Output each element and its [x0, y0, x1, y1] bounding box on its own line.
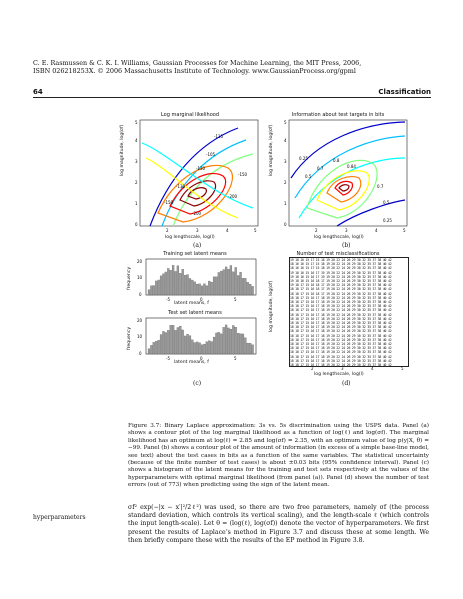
histogram-bar [179, 326, 181, 354]
panel-b-ytick: 0 [284, 222, 287, 227]
panel-a-xtick: 3 [196, 228, 199, 233]
contour-label-b-6: 0.7 [377, 184, 384, 189]
histogram-bar [247, 343, 249, 354]
contour-label-b-4: 0.8 [333, 158, 340, 163]
histogram-bar [158, 280, 160, 295]
histogram-bar [252, 286, 254, 295]
panel-c-xtick-bottom: -5 [166, 356, 170, 361]
histogram-bar [189, 336, 191, 354]
panel-b-title: Information about test targets in bits [291, 112, 385, 118]
panel-a-ytick: 5 [135, 120, 138, 125]
contour-label-b-8: 0.25 [383, 218, 392, 223]
histogram-bar [215, 333, 217, 354]
panel-c-xlabel-bottom: latent means, f [174, 360, 209, 365]
histogram-bar [218, 272, 220, 295]
panel-a-title: Log marginal likelihood [160, 112, 219, 118]
histogram-bar [206, 342, 208, 354]
contour-label-a-5: -200 [192, 211, 202, 216]
histogram-bar [230, 265, 232, 295]
histogram-bar [213, 277, 215, 295]
histogram-bar [170, 325, 172, 354]
panel-c-label: (c) [193, 380, 202, 387]
histogram-bar [208, 281, 210, 295]
histogram-bar [165, 272, 167, 295]
histogram-bar [237, 333, 239, 354]
histogram-bar [215, 277, 217, 295]
panel-b-ytick: 1 [284, 201, 287, 206]
histogram-bar [196, 342, 198, 354]
histogram-bar [252, 345, 254, 354]
histogram-bar [208, 341, 210, 354]
panel-b-xtick: 5 [403, 228, 406, 233]
histogram-bar [213, 337, 215, 354]
panel-c-xtick-bottom: 5 [234, 356, 237, 361]
histogram-bar [223, 270, 225, 295]
histogram-bar [172, 325, 174, 354]
histogram-bar [170, 270, 172, 295]
page-number: 64 [33, 88, 43, 96]
histogram-bar [160, 276, 162, 295]
histogram-bar [225, 267, 227, 295]
histogram-bar [199, 343, 201, 354]
contour-label-b-7: 0.5 [383, 200, 390, 205]
panel-b-label: (b) [342, 242, 351, 249]
panel-d-grid [289, 257, 409, 367]
panel-b-xtick: 4 [375, 228, 378, 233]
panel-c-ytick-top: 10 [137, 275, 143, 280]
histogram-bar [211, 282, 213, 295]
section-title: Classification [378, 88, 431, 96]
panel-c-ylabel-top: frequency [127, 266, 132, 290]
panel-c-xlabel-top: latent means, f [174, 301, 209, 306]
histogram-bar [249, 284, 251, 295]
panel-c-train-histogram [134, 257, 260, 307]
histogram-bar [228, 269, 230, 295]
histogram-bar [184, 275, 186, 295]
misclassification-grid: 19 18 16 15 17 15 18 19 20 22 24 26 29 30 32 35 37 38 40 42 18 16 16 15 17 15 18 19 20 22 24 26 29 30 32 35 37 38 40 42 18 16 16 15 17 15 18 19 20 22 24 26 29 30 32 35 37 38 40 42 19 18 16 15 16 17 19 19 20 22 24 26 29 30 32 35 37 38 40 42 19 18 16 15 16 17 19 19 20 22 24 26 29 30 32 35 37 38 40 42 19 18 16 15 16 18 17 19 20 22 24 26 29 30 32 35 37 38 40 42 19 18 17 15 16 18 17 19 20 22 24 26 29 30 32 35 37 38 40 42 18 18 17 15 16 18 17 19 20 22 24 26 29 30 32 35 37 38 40 42 18 18 17 15 16 18 17 19 20 22 24 26 29 30 32 35 37 38 40 42 18 18 17 15 16 17 18 19 20 22 24 26 29 30 32 35 37 38 40 42 18 18 17 15 16 17 18 19 20 22 24 26 29 30 32 35 37 38 40 42 18 18 17 15 16 17 18 19 20 22 24 26 29 30 32 35 37 38 40 42 18 18 17 15 16 17 18 19 20 22 24 26 29 30 32 35 37 38 40 42 18 18 17 15 16 17 18 19 20 22 24 26 29 30 32 35 37 38 40 42 18 18 17 15 16 17 18 19 20 22 24 26 29 30 32 35 37 38 40 42 18 18 17 15 16 17 18 19 20 22 24 26 29 30 32 35 37 38 40 42 18 18 17 15 16 17 18 19 20 22 24 26 29 30 32 35 37 38 40 42 18 18 17 15 16 17 18 19 20 22 24 26 29 30 32 35 37 38 40 42 18 18 17 15 16 17 18 19 20 22 24 26 29 30 32 35 37 38 40 42 18 18 17 15 16 17 18 19 20 22 24 26 29 30 32 35 37 38 40 42 18 18 17 15 16 17 18 19 20 22 24 26 29 30 32 35 37 38 40 42 18 18 17 15 16 17 18 19 20 22 24 26 29 30 32 35 37 38 40 42 18 18 17 15 16 17 18 19 20 22 24 26 29 30 32 35 37 38 40 42 18 18 17 15 16 17 18 19 20 22 24 26 29 30 32 35 37 38 40 42 18 18 17 15 16 17 18 19 20 22 24 26 29 30 32 35 37 38 40 42 18 18 17 15 16 17 18 19 20 22 24 26 29 30 32 35 37 38 40 42 [290, 258, 392, 367]
panel-a-ytick: 1 [135, 201, 138, 206]
histogram-bar [182, 269, 184, 295]
histogram-bar [218, 332, 220, 354]
contour-label-a-8: -150 [164, 200, 174, 205]
panel-a-xtick: 5 [254, 228, 257, 233]
histogram-bar [165, 332, 167, 354]
histogram-bar [249, 343, 251, 354]
histogram-bar [244, 278, 246, 295]
panel-a-contour-plot [128, 118, 266, 240]
panel-c-xtick-top: 0 [200, 297, 203, 302]
panel-a-xtick: 2 [166, 228, 169, 233]
histogram-bar [175, 330, 177, 354]
contour-label-b-2: 0.5 [305, 174, 312, 179]
histogram-bar [167, 330, 169, 354]
panel-a-ytick: 3 [135, 159, 138, 164]
contour-label-a-4: -150 [238, 172, 248, 177]
histogram-bar [206, 286, 208, 295]
histogram-bar [148, 349, 150, 354]
histogram-bar [162, 331, 164, 354]
histogram-bar [244, 338, 246, 354]
panel-c-ytick-top: 20 [137, 259, 143, 264]
contour-label-b-1: 0.25 [299, 156, 308, 161]
histogram-bar [201, 286, 203, 295]
histogram-bar [240, 272, 242, 295]
panel-d-label: (d) [342, 380, 351, 387]
panel-c-test-histogram [134, 316, 260, 366]
panel-a-xlabel: log lengthscale, log(l) [165, 235, 215, 240]
histogram-bar [194, 343, 196, 354]
body-paragraph: σf² exp(−|x − x′|²/2ℓ²) was used, so there are two free parameters, namely σf (the process standard deviation, which controls its vertical scaling), and the length-scale ℓ (which controls the input length-scale). Let θ = (log(ℓ), log(σf)) denote the vector of hyperparameters. We first present the results of Laplace’s method in Figure 3.7 and discuss these at some length. We then briefly compare these with the results of the EP method in Figure 3.8. [128, 504, 429, 544]
histogram-bar [232, 325, 234, 354]
panel-a-ytick: 0 [135, 222, 138, 227]
panel-d-xtick: 5 [401, 366, 404, 371]
histogram-bar [237, 275, 239, 295]
panel-d-xtick: 3 [341, 366, 344, 371]
panel-d-xtick: 4 [371, 366, 374, 371]
histogram-bar [235, 327, 237, 354]
histogram-bar [158, 340, 160, 354]
panel-a-ytick: 4 [135, 138, 138, 143]
panel-b-xtick: 2 [315, 228, 318, 233]
histogram-bar [223, 327, 225, 354]
panel-c-title-bottom: Test set latent means [168, 310, 222, 316]
histogram-bar [247, 282, 249, 295]
histogram-bar [189, 278, 191, 295]
panel-b-xlabel: log lengthscale, log(l) [314, 235, 364, 240]
histogram-bar [162, 274, 164, 295]
panel-b-ytick: 4 [284, 138, 287, 143]
panel-b-xtick: 3 [345, 228, 348, 233]
panel-a-label: (a) [193, 242, 202, 249]
histogram-bar [191, 340, 193, 354]
panel-b-ytick: 5 [284, 120, 287, 125]
histogram-bar [179, 273, 181, 295]
histogram-bar [235, 267, 237, 295]
contour-label-b-3: 0.7 [317, 166, 324, 171]
histogram-bar [187, 275, 189, 295]
histogram-bar [155, 281, 157, 295]
panel-c-ytick-top: 0 [139, 292, 142, 297]
header-copyright-line-2: ISBN 026218253X. © 2006 Massachusetts Institute of Technology. www.GaussianProcess.org/gpml [33, 67, 356, 75]
panel-b-ylabel: log magnitude, log(σf) [269, 124, 274, 176]
histogram-bar [153, 342, 155, 354]
histogram-bar [242, 278, 244, 295]
histogram-bar [211, 342, 213, 354]
contour-label-b-5: 0.84 [347, 164, 356, 169]
panel-c-xtick-bottom: 0 [200, 356, 203, 361]
histogram-bar [191, 280, 193, 295]
panel-c-ytick-bottom: 10 [137, 334, 143, 339]
histogram-bar [220, 271, 222, 295]
contour-label-a-7: -130 [176, 184, 186, 189]
histogram-bar [150, 286, 152, 295]
histogram-bar [230, 329, 232, 354]
panel-c-xtick-top: -5 [166, 297, 170, 302]
histogram-bar [153, 286, 155, 295]
histogram-bar [203, 284, 205, 295]
histogram-bar [203, 344, 205, 354]
histogram-bar [228, 328, 230, 354]
panel-c-title-top: Training set latent means [163, 251, 227, 257]
header-copyright-line-1: C. E. Rasmussen & C. K. I. Williams, Gaussian Processes for Machine Learning, the MIT Press, 2006, [33, 59, 362, 67]
histogram-bar [167, 268, 169, 295]
contour-label-a-2: -105 [206, 152, 216, 157]
panel-d-ylabel: log magnitude, log(σf) [269, 280, 274, 332]
panel-b-ytick: 2 [284, 180, 287, 185]
histogram-bar [232, 272, 234, 295]
panel-c-ylabel-bottom: frequency [127, 326, 132, 350]
histogram-bar [225, 325, 227, 354]
histogram-bar [240, 334, 242, 354]
panel-b-ytick: 3 [284, 159, 287, 164]
histogram-bar [175, 271, 177, 295]
panel-c-ytick-bottom: 0 [139, 351, 142, 356]
histogram-bar [187, 334, 189, 354]
histogram-bar [220, 334, 222, 354]
panel-d-xtick: 2 [311, 366, 314, 371]
histogram-bar [148, 290, 150, 295]
panel-d-xlabel: log lengthscale, log(l) [314, 372, 364, 377]
histogram-bar [177, 266, 179, 295]
panel-b-contour-plot [277, 118, 415, 240]
figure-caption: Figure 3.7: Binary Laplace approximation: 3s vs. 5s discrimination using the USPS data. Panel (a) shows a contour plot of the log marginal likelihood as a function of log(ℓ) and log(σf). The marginal likelihood has an optimum at log(ℓ) = 2.85 and log(σf) = 2.35, with an optimum value of log p(y|X, θ) = −99. Panel (b) shows a contour plot of the amount of information (in excess of a simple base-line model, see text) about the test cases in bits as a function of the same variables. The statistical uncertainty (because of the finite number of test cases) is about ±0.03 bits (95% confidence interval). Panel (c) shows a histogram of the latent means for the training and test sets respectively at the values of the hyperparameters with optimal marginal likelihood (from panel (a)). Panel (d) shows the number of test errors (out of 773) when predicting using the sign of the latent mean. [128, 423, 429, 489]
histogram-bar [196, 284, 198, 295]
margin-note: hyperparameters [33, 514, 86, 521]
panel-a-ylabel: log magnitude, log(σf) [120, 124, 125, 176]
histogram-bar [160, 335, 162, 355]
histogram-bar [172, 265, 174, 295]
panel-a-xtick: 4 [226, 228, 229, 233]
contour-label-a-3: -130 [196, 166, 206, 171]
panel-d-title: Number of test misclassifications [296, 251, 380, 257]
histogram-bar [242, 334, 244, 354]
histogram-bar [201, 345, 203, 354]
panel-c-ytick-bottom: 20 [137, 318, 143, 323]
contour-label-a-6: -200 [228, 194, 238, 199]
histogram-bar [155, 341, 157, 354]
histogram-bar [199, 284, 201, 295]
histogram-bar [182, 330, 184, 354]
histogram-bar [177, 327, 179, 354]
histogram-bar [184, 336, 186, 354]
contour-label-a-1: -115 [214, 134, 224, 139]
panel-a-ytick: 2 [135, 180, 138, 185]
panel-c-xtick-top: 5 [234, 297, 237, 302]
header-rule [33, 97, 431, 98]
histogram-bar [194, 282, 196, 295]
histogram-bar [150, 345, 152, 354]
